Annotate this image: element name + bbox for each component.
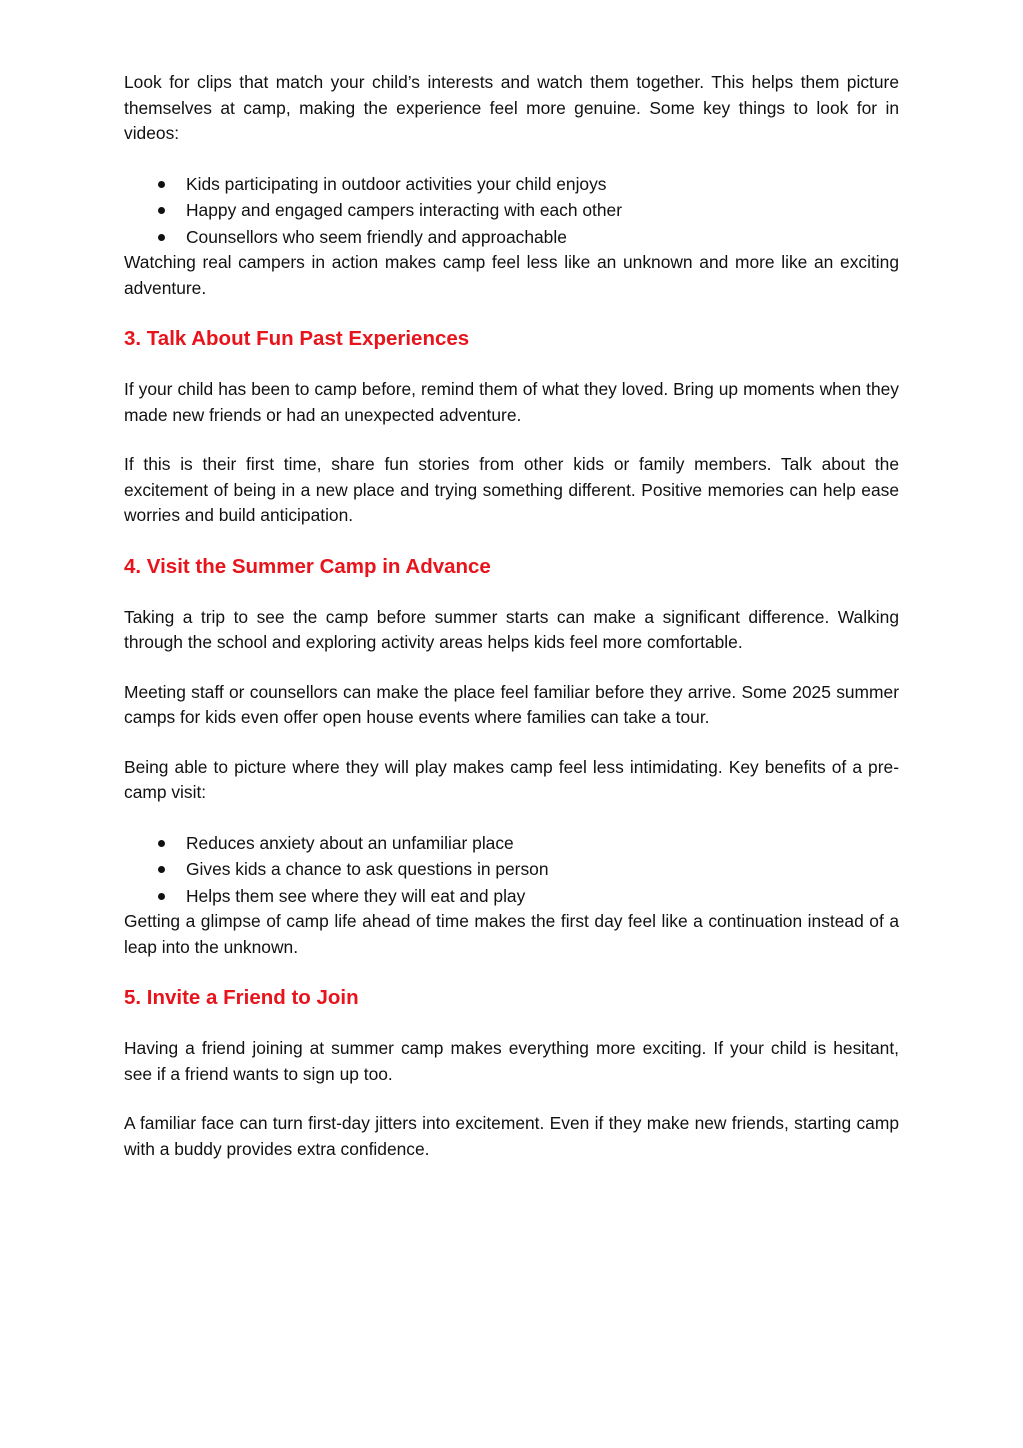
section-4-paragraph-1: Taking a trip to see the camp before summer starts can make a significant difference. Walking through the school and exploring activity areas helps kids feel more comfortable. [124,606,899,652]
list-item-text: Helps them see where they will eat and play [186,885,526,906]
list-item [124,830,899,857]
list-item-text: Counsellors who seem friendly and approachable [186,226,567,247]
section-4-heading: 4. Visit the Summer Camp in Advance [124,554,491,578]
list-item-text: Happy and engaged campers interacting with each other [186,200,623,220]
list-item [124,856,899,883]
section-3-paragraph-2: If this is their first time, share fun stories from other kids or family members. Talk about the excitement of being in a new place and trying something different. Positive memories can help ease worries and build anticipation. [124,454,899,525]
section-3-paragraph-1: If your child has been to camp before, remind them of what they loved. Bring up moments when they made new friends or had an unexpected adventure. [124,379,899,425]
section-5-heading: 5. Invite a Friend to Join [124,986,359,1009]
list-item [124,883,899,910]
bullet-icon [158,181,165,188]
section-3-heading: 3. Talk About Fun Past Experiences [124,327,470,350]
section-5-paragraph-1: Having a friend joining at summer camp makes everything more exciting. If your child is hesitant, see if a friend wants to sign up too. [124,1038,899,1084]
list-item-text: Gives kids a chance to ask questions in person [186,859,549,879]
list-item-text: Reduces anxiety about an unfamiliar place [186,832,514,853]
document-page [124,70,899,1162]
section-5-paragraph-2: A familiar face can turn first-day jitters into excitement. Even if they make new friends, starting camp with a buddy provides extra confidence. [124,1113,899,1159]
bullet-icon [158,234,165,241]
bullet-icon [158,866,165,873]
bullet-icon [158,840,165,847]
visit-benefits-list [124,830,899,910]
list-item-text: Kids participating in outdoor activities your child enjoys [186,173,607,194]
list-item [124,197,899,224]
intro-closing-paragraph: Watching real campers in action makes camp feel less like an unknown and more like an exciting adventure. [124,252,899,298]
intro-paragraph: Look for clips that match your child’s interests and watch them together. This helps them picture themselves at camp, making the experience feel more genuine. Some key things to look for in videos: [124,72,899,143]
bullet-icon [158,893,165,900]
list-item [124,171,899,198]
list-item [124,224,899,251]
bullet-icon [158,207,165,214]
section-4-paragraph-3: Being able to picture where they will play makes camp feel less intimidating. Key benefits of a pre-camp visit: [124,756,899,802]
video-tips-list [124,171,899,251]
section-4-paragraph-2: Meeting staff or counsellors can make the place feel familiar before they arrive. Some 2025 summer camps for kids even offer open house events where families can take a tour. [124,681,899,727]
section-4-paragraph-4: Getting a glimpse of camp life ahead of time makes the first day feel like a continuation instead of a leap into the unknown. [124,911,899,957]
